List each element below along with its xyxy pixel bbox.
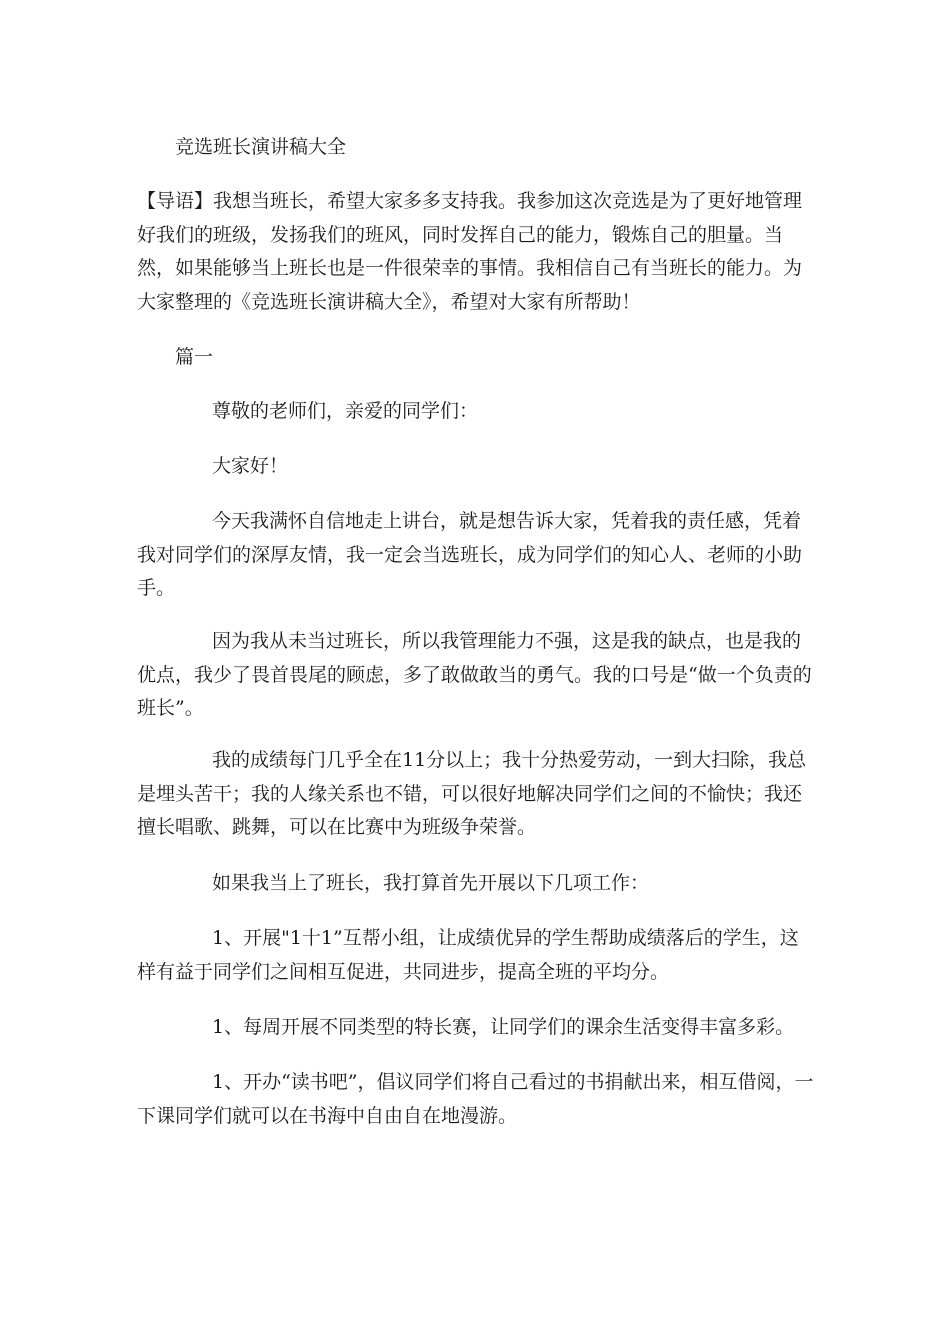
document-title: 竞选班长演讲稿大全: [175, 136, 347, 158]
section-heading: 篇一: [175, 346, 214, 368]
list-item-talent-contest: 1、每周开展不同类型的特长赛，让同学们的课余生活变得丰富多彩。: [212, 1016, 795, 1038]
list-item-reading-bar: 1、开办“读书吧”，倡议同学们将自己看过的书捐献出来，相互借阅，一下课同学们就可以在书海中自由自在地漫游。: [137, 1071, 814, 1127]
paragraph-plan-intro: 如果我当上了班长，我打算首先开展以下几项工作：: [212, 872, 650, 894]
paragraph-salutation: 尊敬的老师们，亲爱的同学们：: [212, 400, 479, 422]
intro-paragraph: 【导语】我想当班长，希望大家多多支持我。我参加这次竞选是为了更好地管理好我们的班级，发扬我们的班风，同时发挥自己的能力，锻炼自己的胆量。当然，如果能够当上班长也是一件很荣幸的事情。我相信自己有当班长的能力。为大家整理的《竞选班长演讲稿大全》，希望对大家有所帮助！: [137, 190, 803, 313]
list-item-help-group: 1、开展"1十1”互帮小组，让成绩优异的学生帮助成绩落后的学生，这样有益于同学们之间相互促进，共同进步，提高全班的平均分。: [137, 927, 799, 983]
paragraph-confidence: 今天我满怀自信地走上讲台，就是想告诉大家，凭着我的责任感，凭着我对同学们的深厚友情，我一定会当选班长，成为同学们的知心人、老师的小助手。: [137, 510, 803, 599]
paragraph-weakness: 因为我从未当过班长，所以我管理能力不强，这是我的缺点，也是我的优点，我少了畏首畏尾的顾虑，多了敢做敢当的勇气。我的口号是“做一个负责的班长”。: [137, 630, 812, 719]
paragraph-strengths: 我的成绩每门几乎全在11分以上；我十分热爱劳动，一到大扫除，我总是埋头苦干；我的人缘关系也不错，可以很好地解决同学们之间的不愉快；我还擅长唱歌、跳舞，可以在比赛中为班级争荣誉。: [137, 749, 807, 838]
paragraph-greeting: 大家好！: [212, 455, 289, 477]
